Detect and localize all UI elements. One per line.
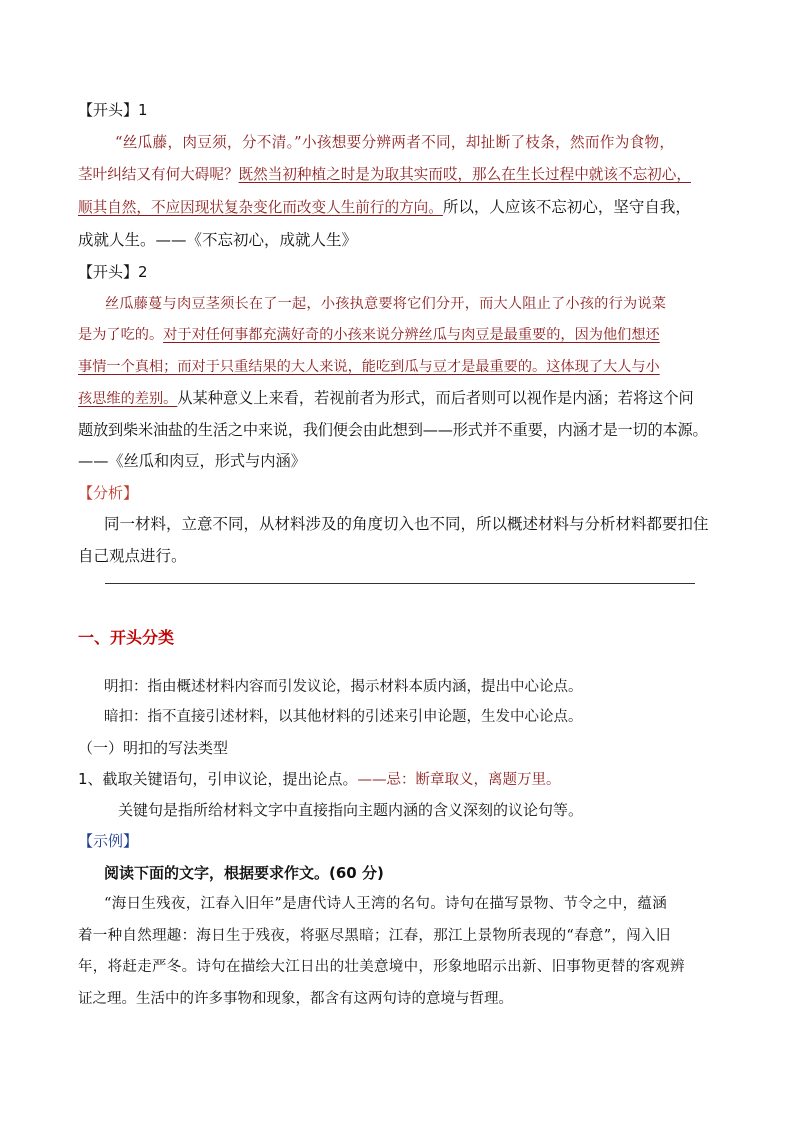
analysis-line1: 同一材料，立意不同，从材料涉及的角度切入也不同，所以概述材料与分析材料都要扣住 (104, 515, 709, 533)
example-line4: 证之理。生活中的许多事物和现象，都含有这两句诗的意境与哲理。 (78, 991, 513, 1007)
opening1-label: 【开头】1 (78, 101, 148, 119)
opening2-label: 【开头】2 (78, 263, 148, 281)
ankou-definition: 暗扣：指不直接引述材料，以其他材料的引述来引申论题，生发中心论点。 (104, 709, 583, 725)
opening1-line3-part-b: 所以，人应该不忘初心，坚守自我， (442, 198, 691, 216)
opening1-line1: “丝瓜藤，肉豆须，分不清。”小孩想要分辨两者不同，却扯断了枝条，然而作为食物， (115, 134, 675, 151)
analysis-label: 【分析】 (78, 484, 139, 502)
example-line2: 着一种自然理趣：海日生于残夜，将驱尽黑暗；江春，那江上景物所表现的“春意”，闯入旧 (78, 928, 671, 944)
mingkou-definition: 明扣：指由概述材料内容而引发议论，揭示材料本质内涵，提出中心论点。 (104, 679, 583, 695)
example-line1: “海日生残夜，江春入旧年”是唐代诗人王湾的名句。诗句在描写景物、节令之中，蕴涵 (104, 896, 668, 912)
opening2-underlined-b: 孩思维的差别。 (78, 391, 178, 407)
item1-text: 1、截取关键语句，引申议论，提出论点。 (78, 770, 358, 788)
example-label: 【示例】 (78, 832, 139, 850)
opening2-line5: 题放到柴米油盐的生活之中来说，我们便会由此想到——形式并不重要，内涵才是一切的本源。 (78, 421, 708, 439)
item1-line (78, 768, 561, 791)
opening1-line2 (78, 164, 691, 186)
opening2-line4-part-b: 从某种意义上来看，若视前者为形式，而后者则可以视作是内涵；若将这个问 (177, 389, 694, 407)
subsection-title: （一）明扣的写法类型 (78, 739, 229, 757)
analysis-line2: 自己观点进行。 (78, 547, 187, 565)
opening2-line6: ——《丝瓜和肉豆，形式与内涵》 (78, 452, 306, 470)
example-prompt: 阅读下面的文字，根据要求作文。(60 分) (104, 864, 384, 882)
opening1-line4: 成就人生。——《不忘初心，成就人生》 (78, 231, 358, 249)
example-line3: 年，将赶走严冬。诗句在描绘大江日出的壮美意境中，形象地昭示出新、旧事物更替的客观辨 (78, 959, 685, 975)
opening2-line4 (78, 387, 694, 410)
opening1-underlined-a: 既然当初种植之时是为取其实而哎，那么在生长过程中就该不忘初心， (238, 166, 691, 183)
opening1-underlined-b: 顺其自然，不应因现状复杂变化而改变人生前行的方向。 (78, 199, 443, 216)
opening2-line2-part-a: 是为了吃的。 (78, 327, 164, 343)
opening2-line1: 丝瓜藤蔓与肉豆茎须长在了一起，小孩执意要将它们分开，而大人阻止了小孩的行为说菜 (105, 296, 667, 312)
divider-line (105, 583, 695, 584)
opening2-line3: 事情一个真相；而对于只重结果的大人来说，能吃到瓜与豆才是最重要的。这体现了大人与小 (78, 359, 660, 375)
item1-description: 关键句是指所给材料文字中直接指向主题内涵的含义深刻的议论句等。 (118, 801, 584, 819)
item1-warning: ——忌：断章取义，离题万里。 (357, 772, 561, 788)
opening2-underlined-a: 对于对任何事都充满好奇的小孩来说分辨丝瓜与肉豆是最重要的，因为他们想还 (163, 327, 660, 343)
opening1-line3 (78, 196, 691, 219)
opening1-line2-part-a: 茎叶纠结又有何大碍呢？ (78, 166, 239, 183)
opening2-line2 (78, 324, 660, 346)
section-title: 一、开头分类 (78, 628, 175, 647)
